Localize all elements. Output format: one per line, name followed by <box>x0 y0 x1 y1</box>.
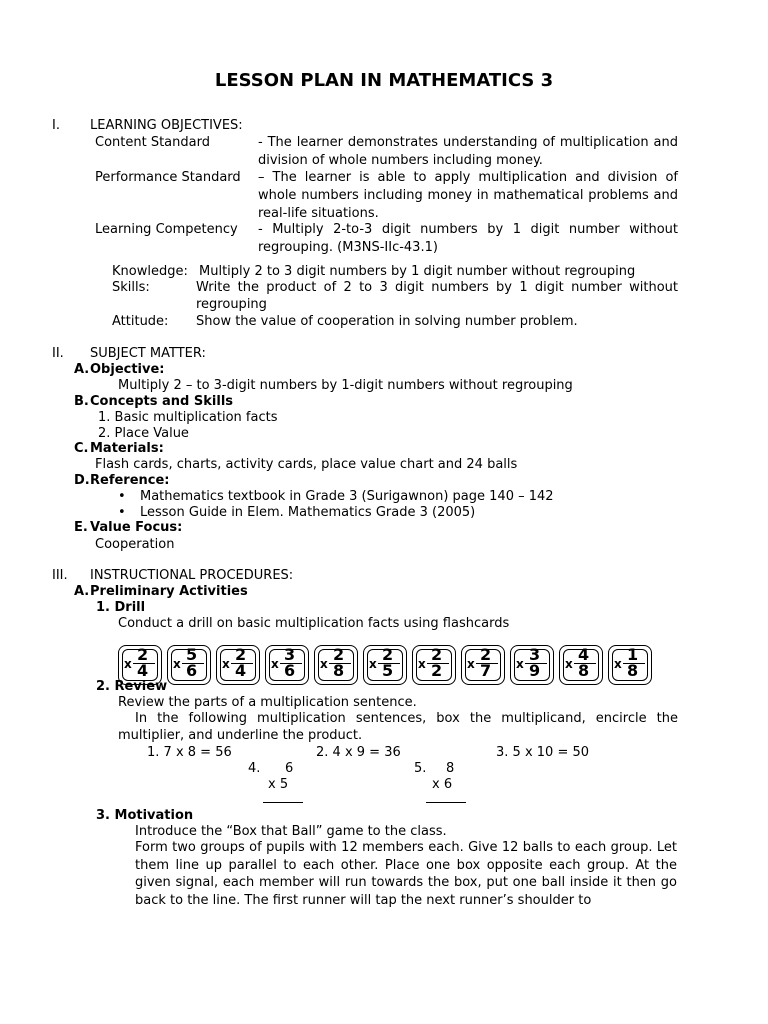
example-5-bottom: x 6 <box>432 777 453 792</box>
flashcard-bottom-digit: 7 <box>480 661 492 680</box>
subsection-letter: A. <box>74 362 90 377</box>
flashcard <box>216 645 260 685</box>
flashcard-top-digit: 2 <box>235 645 247 664</box>
subsection-heading: Objective: <box>90 362 165 377</box>
subsection-heading: Preliminary Activities <box>90 584 248 599</box>
example-5-number: 5. <box>414 761 427 776</box>
flashcard-bottom-digit: 6 <box>284 661 296 680</box>
subsection-heading: Materials: <box>90 441 164 456</box>
attitude-text: Show the value of cooperation in solving number problem. <box>196 314 578 329</box>
content-standard-label: Content Standard <box>95 135 210 150</box>
times-sign: x <box>516 657 524 671</box>
section-heading: SUBJECT MATTER: <box>90 346 206 361</box>
learning-competency-label: Learning Competency <box>95 222 238 237</box>
objective-text: Multiply 2 – to 3-digit numbers by 1-digit numbers without regrouping <box>118 378 573 393</box>
flashcard-bottom-digit: 2 <box>431 661 443 680</box>
flashcard-bottom-digit: 8 <box>578 661 590 680</box>
flashcard-top-digit: 2 <box>137 645 149 664</box>
section-heading: INSTRUCTIONAL PROCEDURES: <box>90 568 294 583</box>
times-sign: x <box>565 657 573 671</box>
review-heading: 2. Review <box>96 679 168 694</box>
flashcard-bottom-digit: 4 <box>235 661 247 680</box>
times-sign: x <box>614 657 622 671</box>
subsection-heading: Value Focus: <box>90 520 183 535</box>
answer-line <box>426 802 466 803</box>
answer-line <box>263 802 303 803</box>
flashcard-bottom-digit: 8 <box>627 661 639 680</box>
subsection-letter: A. <box>74 584 90 599</box>
learning-competency-text: - Multiply 2-to-3 digit numbers by 1 digit number without regrouping. (M3NS-IIc-43.1) <box>258 222 678 255</box>
example-1: 1. 7 x 8 = 56 <box>147 745 232 760</box>
performance-standard-label: Performance Standard <box>95 170 241 185</box>
flashcard-top-digit: 3 <box>529 645 541 664</box>
motivation-text: Introduce the “Box that Ball” game to the class. <box>135 824 447 839</box>
list-item: • Lesson Guide in Elem. Mathematics Grade 3 (2005) <box>140 504 475 521</box>
motivation-paragraph: Form two groups of pupils with 12 members each. Give 12 balls to each group. Let them line up parallel to each other. Place one box opposite each group. At the given signal, each member will run towards the box, put one ball inside it then go back to the line. The first runner will tap the next runner’s shoulder to <box>135 840 677 908</box>
times-sign: x <box>369 657 377 671</box>
times-sign: x <box>173 657 181 671</box>
flashcard <box>363 645 407 685</box>
flashcard <box>559 645 603 685</box>
section-number: I. <box>52 118 60 133</box>
list-item: 2. Place Value <box>98 426 189 441</box>
flashcard-top-digit: 1 <box>627 645 639 664</box>
section-number: III. <box>52 568 68 583</box>
example-2: 2. 4 x 9 = 36 <box>316 745 401 760</box>
flashcard-bottom-digit: 8 <box>333 661 345 680</box>
times-sign: x <box>418 657 426 671</box>
skills-label: Skills: <box>112 280 150 295</box>
times-sign: x <box>271 657 279 671</box>
flashcard-top-digit: 2 <box>333 645 345 664</box>
flashcard-bottom-digit: 6 <box>186 661 198 680</box>
times-sign: x <box>320 657 328 671</box>
drill-text: Conduct a drill on basic multiplication facts using flashcards <box>118 616 510 631</box>
example-4-top: 6 <box>285 761 294 776</box>
flashcard <box>461 645 505 685</box>
example-5-top: 8 <box>446 761 455 776</box>
times-sign: x <box>124 657 132 671</box>
flashcard <box>167 645 211 685</box>
subsection-heading: Reference: <box>90 473 170 488</box>
times-sign: x <box>467 657 475 671</box>
subsection-heading: Concepts and Skills <box>90 394 234 409</box>
flashcard-top-digit: 4 <box>578 645 590 664</box>
flashcard <box>608 645 652 685</box>
review-text: Review the parts of a multiplication sentence. <box>118 695 417 710</box>
flashcard-top-digit: 2 <box>480 645 492 664</box>
example-4-bottom: x 5 <box>268 777 289 792</box>
flashcard <box>265 645 309 685</box>
flashcard-top-digit: 2 <box>431 645 443 664</box>
value-focus-text: Cooperation <box>95 537 175 552</box>
flashcard-bottom-digit: 4 <box>137 661 149 680</box>
content-standard-text: - The learner demonstrates understanding of multiplication and division of whole numbers including money. <box>258 135 678 168</box>
subsection-letter: C. <box>74 441 89 456</box>
flashcard <box>510 645 554 685</box>
flashcard-top-digit: 3 <box>284 645 296 664</box>
skills-text: Write the product of 2 to 3 digit numbers by 1 digit number without regrouping <box>196 280 678 312</box>
motivation-heading: 3. Motivation <box>96 808 194 823</box>
knowledge-label: Knowledge: <box>112 264 188 279</box>
review-instructions: In the following multiplication sentences, box the multiplicand, encircle the multiplier, and underline the product. <box>118 711 678 743</box>
flashcard-top-digit: 2 <box>382 645 394 664</box>
section-number: II. <box>52 346 64 361</box>
page-title: LESSON PLAN IN MATHEMATICS 3 <box>214 70 554 91</box>
flashcard-top-digit: 5 <box>186 645 198 664</box>
flashcard-bottom-digit: 5 <box>382 661 394 680</box>
subsection-letter: D. <box>74 473 90 488</box>
section-heading: LEARNING OBJECTIVES: <box>90 118 243 133</box>
materials-text: Flash cards, charts, activity cards, place value chart and 24 balls <box>95 457 518 472</box>
times-sign: x <box>222 657 230 671</box>
performance-standard-text: – The learner is able to apply multiplication and division of whole numbers including money in mathematical problems and real-life situations. <box>258 170 678 221</box>
example-4-number: 4. <box>248 761 261 776</box>
list-item: • Mathematics textbook in Grade 3 (Surigawnon) page 140 – 142 <box>140 488 554 505</box>
flashcard <box>412 645 456 685</box>
list-item: 1. Basic multiplication facts <box>98 410 278 425</box>
flashcard-bottom-digit: 9 <box>529 661 541 680</box>
example-3: 3. 5 x 10 = 50 <box>496 745 590 760</box>
drill-heading: 1. Drill <box>96 600 146 615</box>
attitude-label: Attitude: <box>112 314 169 329</box>
flashcard <box>314 645 358 685</box>
subsection-letter: B. <box>74 394 89 409</box>
knowledge-text: Multiply 2 to 3 digit numbers by 1 digit number without regrouping <box>199 264 636 279</box>
flashcard-row <box>118 645 683 689</box>
subsection-letter: E. <box>74 520 88 535</box>
